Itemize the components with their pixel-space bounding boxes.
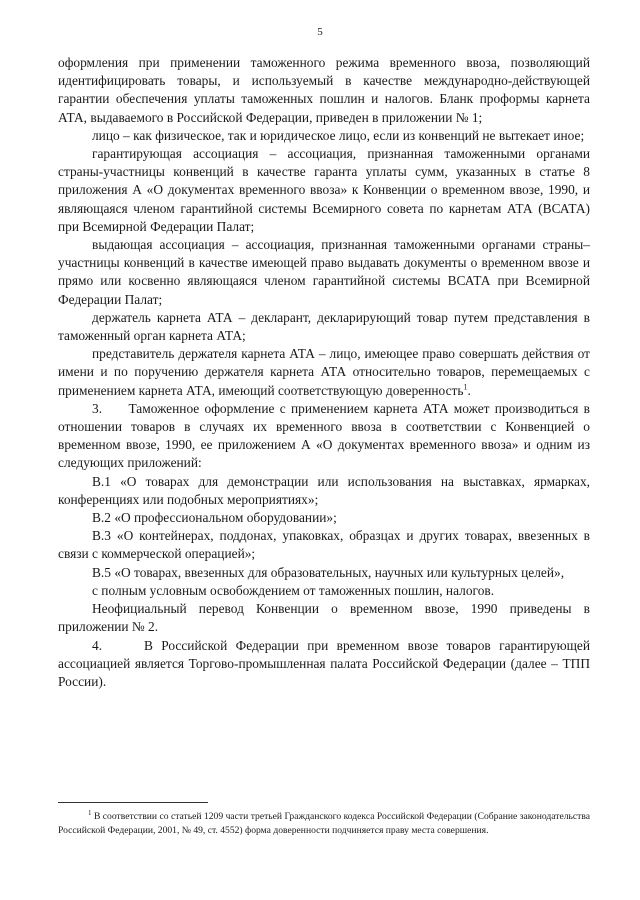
document-body (58, 54, 590, 691)
list-item-b1: B.1 «О товарах для демонстрации или использования на выставках, ярмарках, конференциях или подобных мероприятиях»; (58, 473, 590, 507)
list-item-b3: B.3 «О контейнерах, поддонах, упаковках, образцах и других товарах, ввезенных в связи с коммерческой операцией»; (58, 528, 590, 562)
list-item-b2: B.2 «О профессиональном оборудовании»; (92, 510, 337, 526)
paragraph-definition-issuing-association: выдающая ассоциация – ассоциация, признанная таможенными органами страны–участницы конвенций в качестве имеющей право выдавать документы о временном ввозе и прямо или косвенно являющаяся членом гарантийной системы ВСАТА при Всемирной Федерации Палат; (58, 237, 590, 307)
page-number: 5 (317, 26, 323, 38)
footnote-reference: 1 (463, 382, 468, 392)
footnote (58, 810, 590, 838)
paragraph-definition-representative (58, 345, 590, 400)
paragraph-text: представитель держателя карнета АТА – лицо, имеющее право совершать действия от имени и по поручению держателя карнета АТА относительно товаров, перемещаемых с применением карнета АТА, имеющий соответствующую доверенность (58, 346, 590, 398)
footnote-text: В соответствии со статьей 1209 части третьей Гражданского кодекса Российской Федерации (Собрание законодательства Российской Федерации, 2001, № 49, ст. 4552) форма доверенности подчиняется праву места совершения. (58, 811, 590, 836)
paragraph-item-3: 3. Таможенное оформление с применением карнета АТА может производиться в отношении товаров в случаях их временного ввоза в соответствии с Конвенцией о временном ввозе, 1990, ее приложением А «О документах временного ввоза» и одним из следующих приложений: (58, 400, 590, 471)
paragraph-translation-note: Неофициальный перевод Конвенции о временном ввозе, 1990 приведены в приложении № 2. (58, 601, 590, 635)
footnote-divider (58, 802, 208, 803)
paragraph-definition-holder: держатель карнета АТА – декларант, декларирующий товар путем представления в таможенный орган карнета АТА; (58, 309, 590, 344)
paragraph-item-4: 4. В Российской Федерации при временном ввозе товаров гарантирующей ассоциацией является Торгово-промышленная палата Российской Федерации (далее – ТПП России). (58, 637, 590, 689)
footnote-mark: 1 (88, 808, 92, 817)
paragraph-definition-guaranteeing-association: гарантирующая ассоциация – ассоциация, признанная таможенными органами страны-участницы конвенций в качестве гаранта уплаты сумм, указанных в статье 8 приложения А «О документах временного ввоза» к Конвенции о временном ввозе, 1990, и являющаяся членом гарантийной системы Всемирного совета по карнетам АТА (ВСАТА) при Всемирной Федерации Палат; (58, 146, 590, 234)
paragraph-definition-person: лицо – как физическое, так и юридическое лицо, если из конвенций не вытекает иное; (92, 127, 585, 143)
paragraph-tail: . (467, 382, 471, 398)
paragraph-exemption: с полным условным освобождением от таможенных пошлин, налогов. (92, 582, 495, 598)
paragraph-continuation: оформления при применении таможенного режима временного ввоза, позволяющий идентифицировать товары, и используемый в качестве международно-действующей гарантии обеспечения уплаты таможенных пошлин и налогов. Бланк проформы карнета АТА, выдаваемого в Российской Федерации, приведен в приложении № 1; (58, 55, 590, 125)
list-item-b5: B.5 «О товарах, ввезенных для образовательных, научных или культурных целей», (92, 564, 565, 580)
